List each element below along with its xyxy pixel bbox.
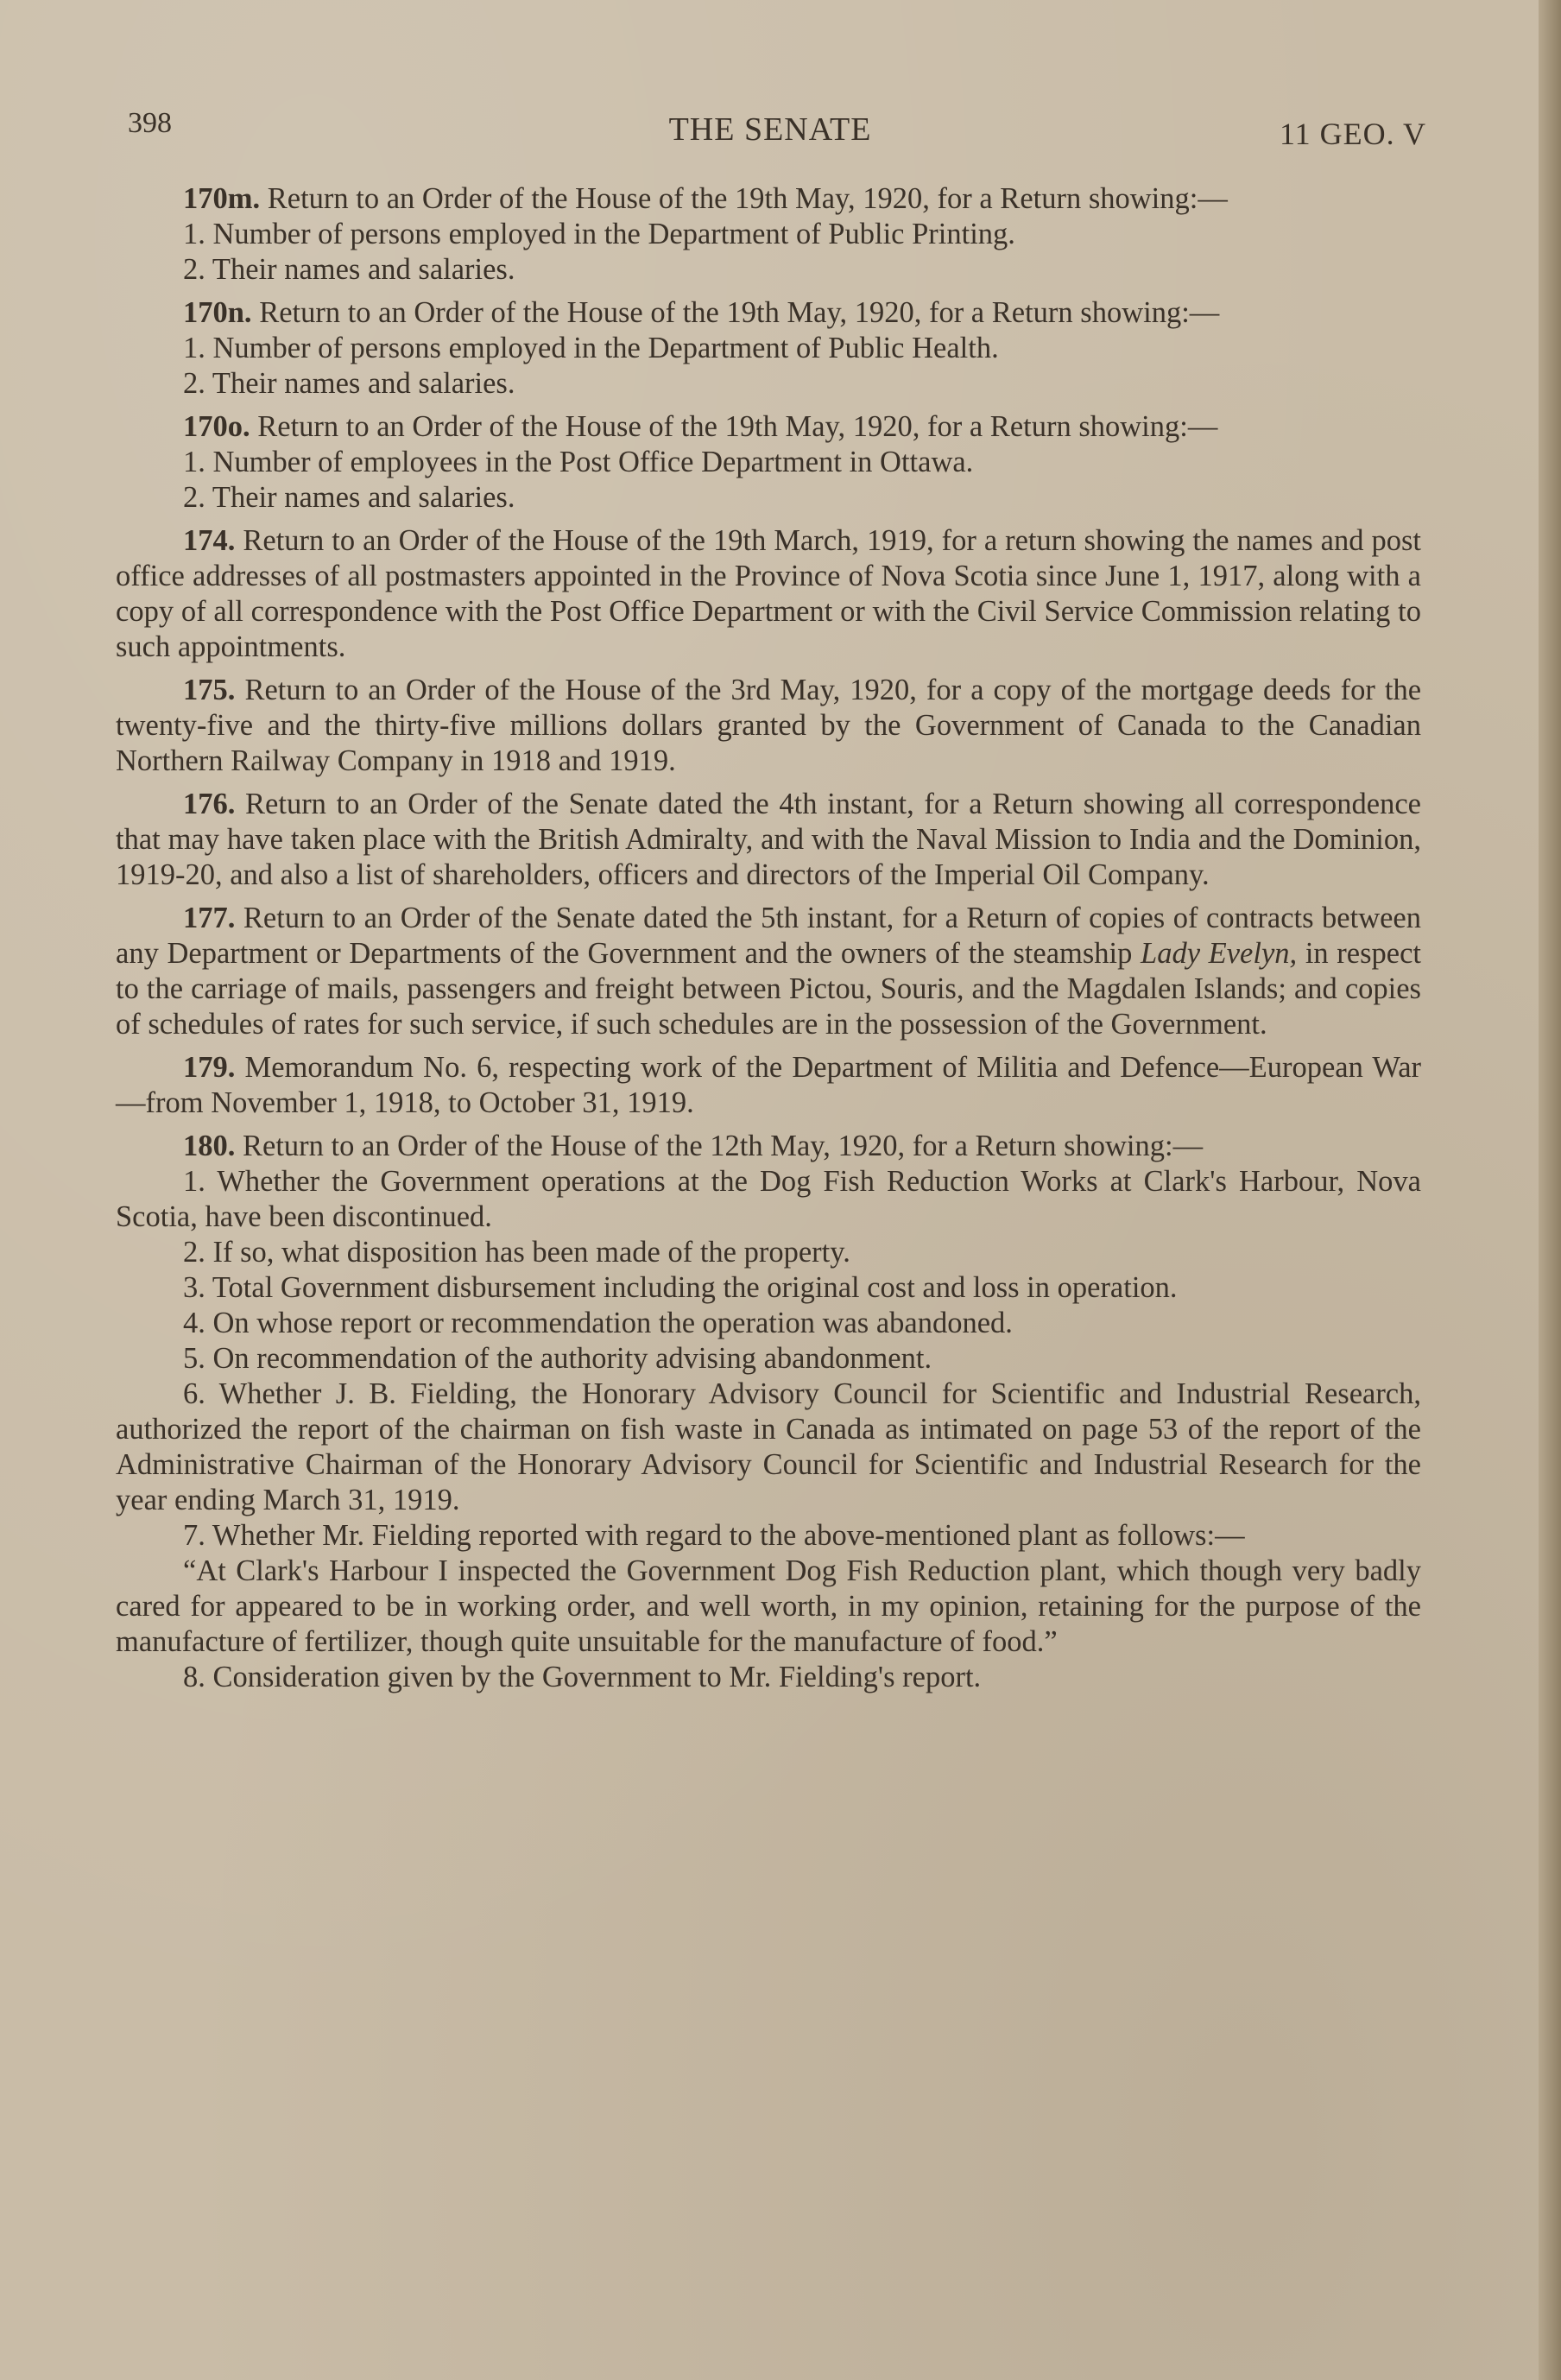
entry-paragraph (116, 1129, 1421, 1164)
entry-number: 176. (183, 788, 236, 820)
entry-text: Return to an Order of the House of the 3rd May, 1920, for a copy of the mortgage deeds for the twenty-five and the thirty-five millions dollars granted by the Government of Canada to the Canadian Northern Railway Company in 1918 and 1919. (116, 674, 1422, 777)
entry-text: Return to an Order of the House of the 19th May, 1920, for a Return showing:— (257, 410, 1218, 443)
entry-text: Return to an Order of the House of the 19th March, 1919, for a return showing the names and post office addresses of all postmasters appointed in the Province of Nova Scotia since June 1, 1917, along with a copy of all correspondence with the Post Office Department or with the Civil Service Commission relating to such appointments. (116, 524, 1421, 663)
entry-text: Return to an Order of the House of the 12th May, 1920, for a Return showing:— (243, 1130, 1204, 1162)
entry-paragraph (116, 523, 1421, 665)
entry-number: 174. (183, 524, 236, 557)
entry-number: 175. (183, 674, 236, 706)
list-item: 2. Their names and salaries. (183, 367, 515, 400)
entry-paragraph (116, 1050, 1421, 1121)
list-item: 3. Total Government disbursement including the original cost and loss in operation. (183, 1271, 1178, 1304)
ship-name: Lady Evelyn, (1141, 937, 1298, 970)
entry-180 (116, 1129, 1421, 1695)
list-item: 2. Their names and salaries. (183, 253, 515, 286)
entry-170o (116, 409, 1421, 516)
list-item: 1. Whether the Government operations at the Dog Fish Reduction Works at Clark's Harbour, Nova Scotia, have been discontinued. (116, 1165, 1421, 1233)
list-item: 8. Consideration given by the Government to Mr. Fielding's report. (183, 1661, 982, 1693)
entry-text: Return to an Order of the Senate dated the 5th instant, for a Return of copies of contracts between any Department or Departments of the Government and the owners of the steamship (116, 902, 1421, 970)
list-item: 2. Their names and salaries. (183, 481, 515, 514)
entry-number: 180. (183, 1130, 236, 1162)
entry-number: 170o. (183, 410, 250, 443)
entry-paragraph (116, 295, 1421, 331)
entry-number: 179. (183, 1051, 236, 1084)
entry-text: Return to an Order of the House of the 19th May, 1920, for a Return showing:— (267, 182, 1228, 215)
entry-paragraph (116, 409, 1421, 445)
entry-paragraph (116, 901, 1421, 1042)
entry-text: Return to an Order of the House of the 19th May, 1920, for a Return showing:— (259, 296, 1220, 329)
list-item: 2. If so, what disposition has been made of the property. (183, 1236, 850, 1269)
running-header (114, 107, 1426, 159)
entry-paragraph (116, 673, 1421, 779)
entry-text: Return to an Order of the Senate dated the 4th instant, for a Return showing all correspondence that may have taken place with the British Admiralty, and with the Naval Mission to India and the Dominion, 1919-20, and also a list of shareholders, officers and directors of the Imperial Oil Company. (116, 788, 1421, 891)
list-item: 1. Number of employees in the Post Office Department in Ottawa. (183, 446, 974, 478)
entry-text: Memorandum No. 6, respecting work of the Department of Militia and Defence—European War—from November 1, 1918, to October 31, 1919. (116, 1051, 1422, 1119)
entry-text-continued: in respect to the carriage of mails, passengers and freight between Pictou, Souris, and the Magdalen Islands; and copies of schedules of rates for such service, if such schedules are in the possession of the Government. (116, 937, 1421, 1041)
list-item: 1. Number of persons employed in the Department of Public Health. (183, 332, 999, 364)
document-body (116, 181, 1421, 1703)
list-item: 1. Number of persons employed in the Department of Public Printing. (183, 218, 1015, 250)
page-title: THE SENATE (668, 111, 872, 148)
entry-176 (116, 787, 1421, 893)
list-item: 6. Whether J. B. Fielding, the Honorary Advisory Council for Scientific and Industrial Research, authorized the report of the chairman on fish waste in Canada as intimated on page 53 of the report of the Administrative Chairman of the Honorary Advisory Council for Scientific and Industrial Research for the year ending March 31, 1919. (116, 1377, 1421, 1516)
list-item: 5. On recommendation of the authority advising abandonment. (183, 1342, 932, 1375)
list-item: 4. On whose report or recommendation the operation was abandoned. (183, 1307, 1013, 1339)
regnal-year: 11 GEO. V (1280, 117, 1426, 151)
entry-number: 170n. (183, 296, 252, 329)
entry-170m (116, 181, 1421, 288)
entry-170n (116, 295, 1421, 402)
entry-number: 177. (183, 902, 236, 934)
page-number: 398 (128, 107, 172, 139)
entry-174 (116, 523, 1421, 665)
entry-177 (116, 901, 1421, 1042)
entry-179 (116, 1050, 1421, 1121)
entry-number: 170m. (183, 182, 261, 215)
entry-paragraph (116, 787, 1421, 893)
entry-paragraph (116, 181, 1421, 217)
list-item: 7. Whether Mr. Fielding reported with regard to the above-mentioned plant as follows:— (183, 1519, 1245, 1552)
entry-175 (116, 673, 1421, 779)
page-edge (1539, 0, 1561, 2380)
quotation: “At Clark's Harbour I inspected the Government Dog Fish Reduction plant, which though very badly cared for appeared to be in working order, and well worth, in my opinion, retaining for the purpose of the manufacture of fertilizer, though quite unsuitable for the manufacture of food.” (116, 1554, 1421, 1658)
